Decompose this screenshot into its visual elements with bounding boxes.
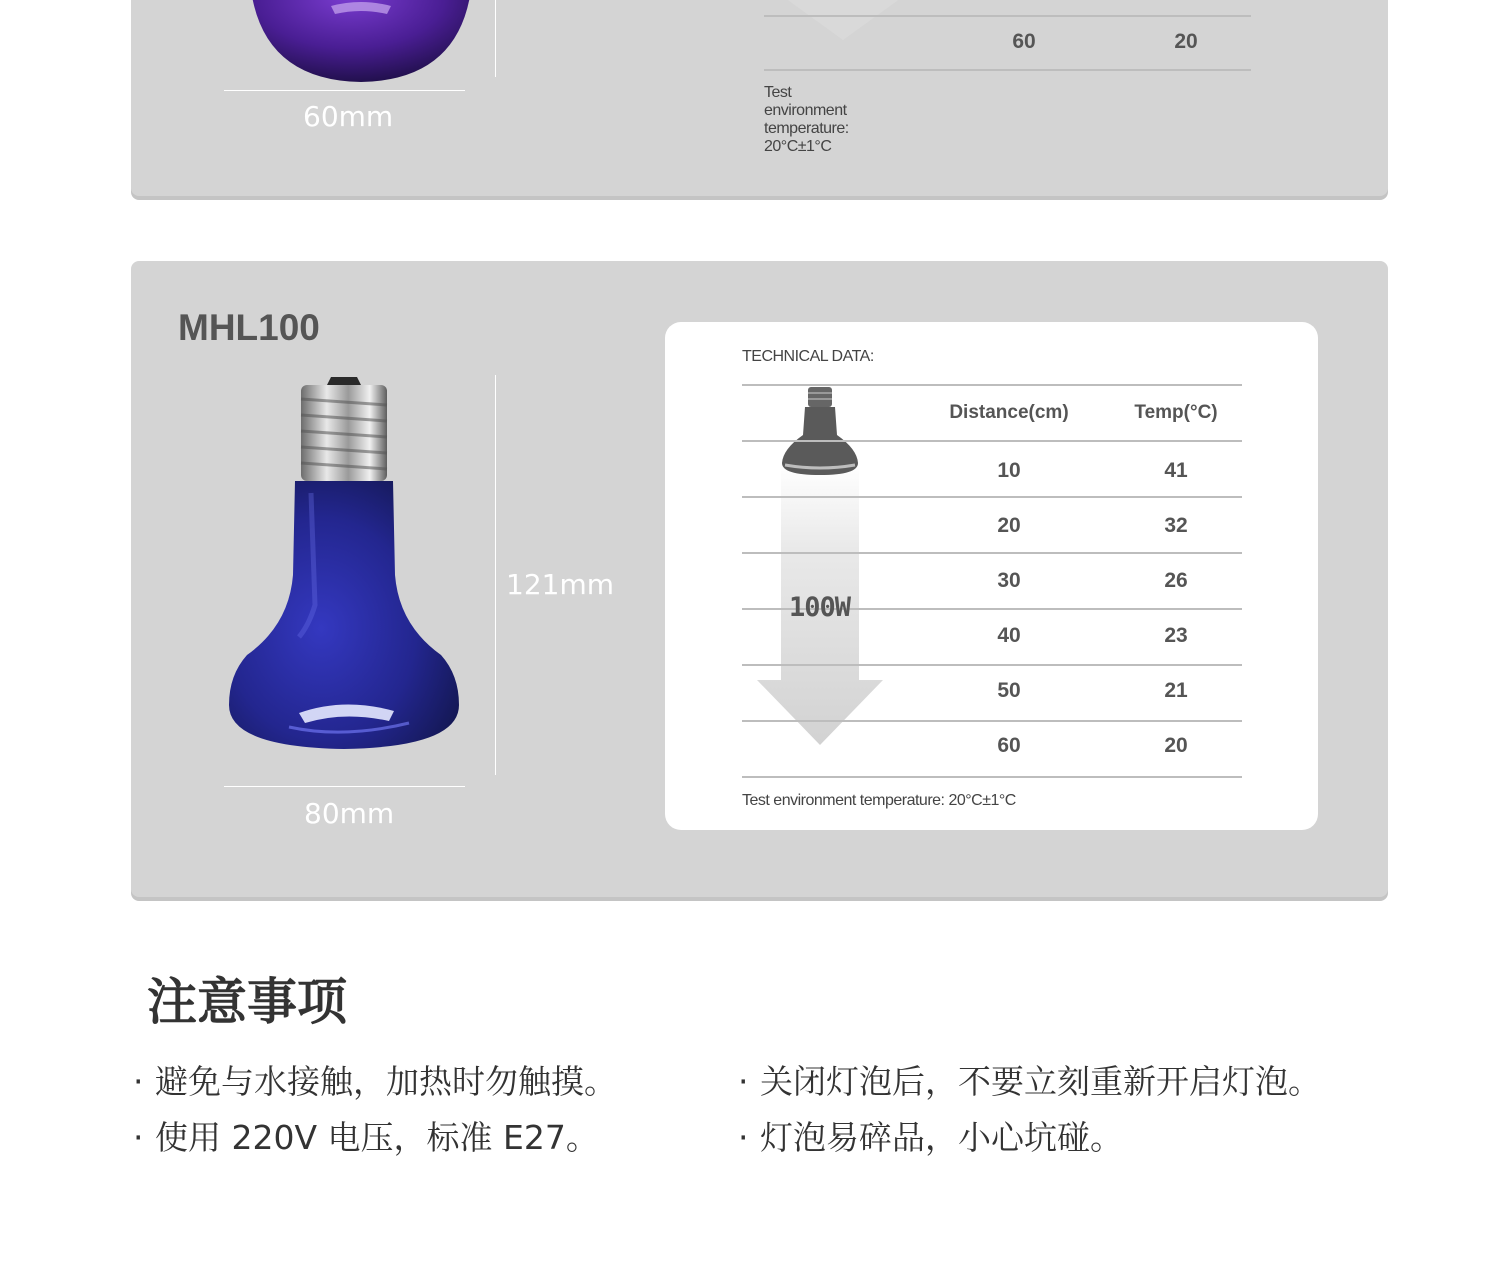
notice-text: 关闭灯泡后，不要立刻重新开启灯泡。: [760, 1062, 1321, 1101]
table-rule: [742, 496, 1242, 498]
notice-text: 避免与水接触，加热时勿触摸。: [155, 1062, 617, 1101]
temp-cell: 20: [1164, 734, 1188, 757]
distance-cell: 60: [1012, 30, 1036, 53]
distance-cell: 40: [997, 624, 1021, 647]
temp-cell: 20: [1174, 30, 1198, 53]
distance-cell: 10: [997, 459, 1021, 482]
blue-bulb-image: [219, 375, 469, 755]
distance-cell: 20: [997, 514, 1021, 537]
bullet-icon: ·: [738, 1118, 749, 1157]
width-label: 80mm: [304, 797, 395, 830]
notice-item: [738, 1112, 1123, 1159]
purple-bulb-image: [241, 0, 481, 85]
table-rule: [742, 552, 1242, 554]
distance-cell: 30: [997, 569, 1021, 592]
bullet-icon: ·: [133, 1118, 144, 1157]
width-label: 60mm: [303, 100, 394, 133]
notice-text: 灯泡易碎品，小心坑碰。: [760, 1118, 1123, 1157]
notice-text: 使用 220V 电压，标准 E27。: [155, 1118, 599, 1157]
wattage-label: 100W: [789, 592, 851, 623]
test-environment-note: Test environment temperature: 20°C±1°C: [764, 84, 849, 155]
width-dimension-line: [224, 90, 465, 91]
heat-arrow-icon: [785, 0, 901, 42]
temp-cell: 26: [1164, 569, 1188, 592]
height-label: 121mm: [506, 568, 614, 601]
test-environment-note: Test environment temperature: 20°C±1°C: [742, 792, 1016, 809]
height-dimension-line: [495, 0, 496, 77]
temp-cell: 41: [1164, 459, 1188, 482]
tech-data-title: TECHNICAL DATA:: [742, 348, 874, 365]
tech-data-panel: [665, 322, 1318, 830]
temp-cell: 23: [1164, 624, 1188, 647]
table-rule: [742, 384, 1242, 386]
distance-cell: 50: [997, 679, 1021, 702]
table-rule: [742, 720, 1242, 722]
product-card-mhl100: [131, 261, 1388, 897]
temp-cell: 21: [1164, 679, 1188, 702]
table-rule: [742, 664, 1242, 666]
table-rule: [742, 776, 1242, 778]
notice-title: 注意事项: [147, 973, 347, 1031]
product-card-previous: [131, 0, 1388, 196]
height-dimension-line: [495, 375, 496, 775]
bullet-icon: ·: [738, 1062, 749, 1101]
table-rule: [764, 15, 1251, 17]
column-header-temp: Temp(°C): [1134, 402, 1218, 423]
table-rule: [764, 69, 1251, 71]
notice-item: [133, 1112, 599, 1159]
notice-item: [133, 1056, 617, 1103]
notice-item: [738, 1056, 1321, 1103]
table-rule: [742, 440, 1242, 442]
temp-cell: 32: [1164, 514, 1188, 537]
distance-cell: 60: [997, 734, 1021, 757]
bullet-icon: ·: [133, 1062, 144, 1101]
model-title: MHL100: [178, 307, 320, 348]
width-dimension-line: [224, 786, 465, 787]
column-header-distance: Distance(cm): [949, 402, 1069, 423]
